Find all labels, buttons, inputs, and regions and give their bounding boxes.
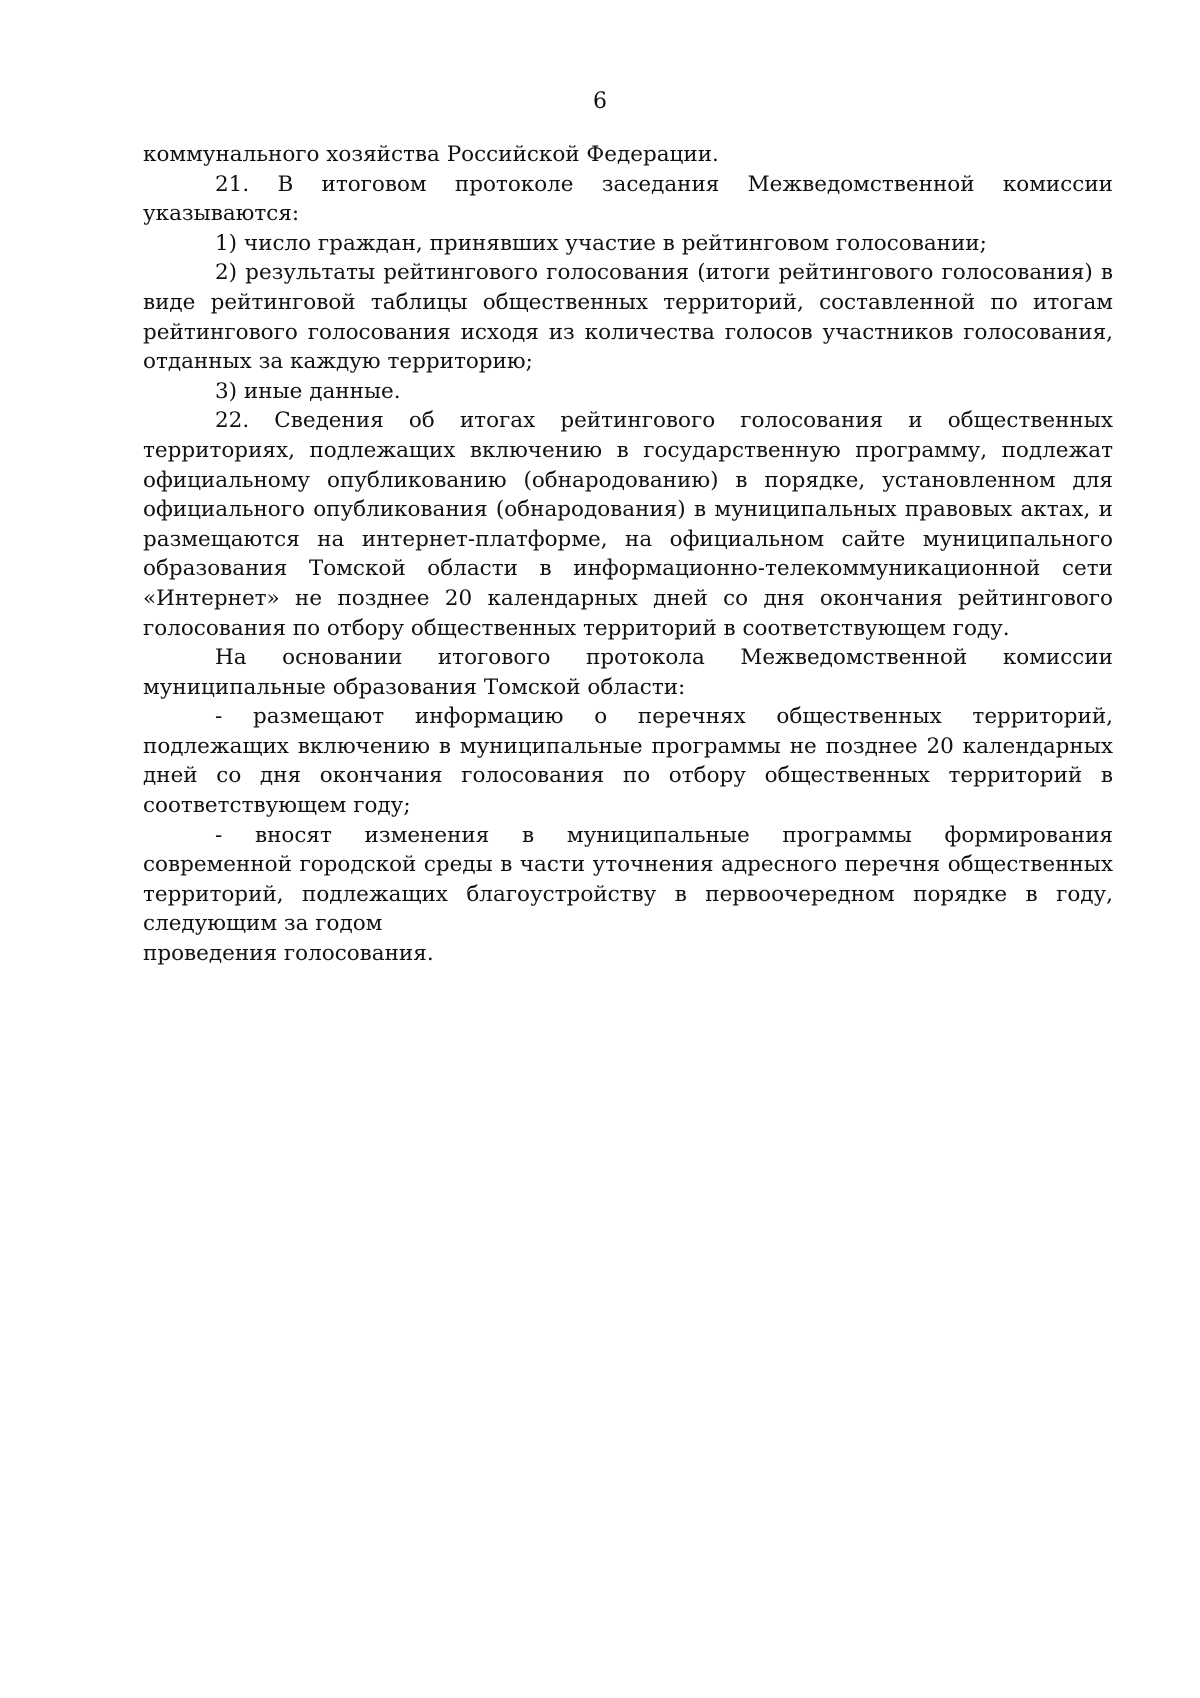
paragraph-subitem-2: 2) результаты рейтингового голосования (итоги рейтингового голосования) в виде рейтинговой таблицы общественных территорий, составленной по итогам рейтингового голосования исходя из количества голосов участников голосования, отданных за каждую территорию; — [143, 260, 1113, 375]
paragraph-bullet-amend-end: проведения голосования. — [143, 941, 434, 967]
paragraph-subitem-1: 1) число граждан, принявших участие в рейтинговом голосовании; — [215, 230, 987, 256]
document-body — [143, 140, 1113, 969]
paragraph-item-21: 21. В итоговом протоколе заседания Межведомственной комиссии указываются: — [143, 171, 1113, 227]
paragraph-protocol-basis-continuation: муниципальные образования Томской области: — [143, 674, 686, 700]
page-number: 6 — [593, 89, 607, 114]
paragraph-bullet-publish: - размещают информацию о перечнях общественных территорий, подлежащих включению в муниципальные программы не позднее 20 календарных дней со дня окончания голосования по отбору общественных территорий в соответствующем году; — [143, 704, 1113, 819]
paragraph-bullet-amend: - вносят изменения в муниципальные программы формирования современной городской среды в части уточнения адресного перечня общественных территорий, подлежащих благоустройству в первоочередном порядке в году, следующим за годом — [143, 822, 1113, 937]
paragraph-subitem-3: 3) иные данные. — [215, 378, 401, 404]
paragraph-item-22: 22. Сведения об итогах рейтингового голосования и общественных территориях, подлежащих включению в государственную программу, подлежат официальному опубликованию (обнародованию) в порядке, установленном для официального опубликования (обнародования) в муниципальных правовых актах, и размещаются на интернет-платформе, на официальном сайте муниципального образования Томской области в информационно-телекоммуникационной сети «Интернет» не позднее 20 календарных дней со дня окончания рейтингового голосования по отбору общественных территорий в соответствующем году. — [143, 408, 1113, 641]
paragraph-protocol-basis: На основании итогового протокола Межведомственной комиссии — [215, 645, 1113, 671]
paragraph-continuation: коммунального хозяйства Российской Федерации. — [143, 142, 719, 167]
